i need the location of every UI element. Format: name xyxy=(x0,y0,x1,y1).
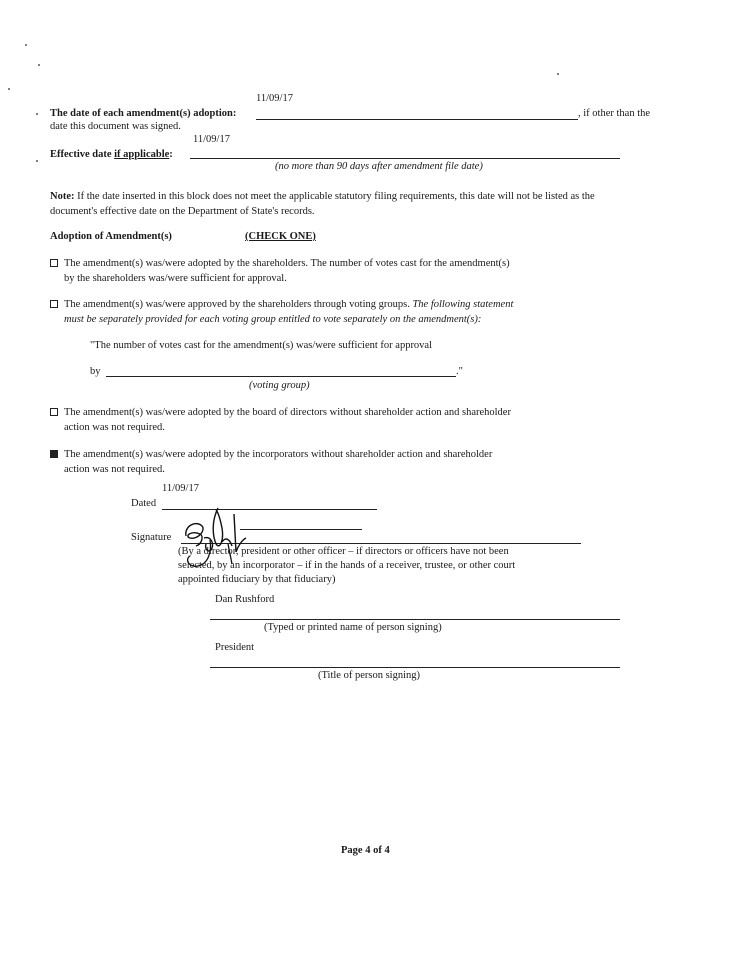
effective-date-note: (no more than 90 days after amendment file date) xyxy=(275,161,483,172)
signer-title-line xyxy=(210,667,620,668)
effective-date-value: 11/09/17 xyxy=(193,134,230,145)
check-one-label: (CHECK ONE) xyxy=(245,231,316,242)
adoption-date-suffix: , if other than the xyxy=(578,108,651,119)
scan-speck xyxy=(557,73,559,75)
note-text-2: document's effective date on the Department of State's records. xyxy=(50,206,315,217)
adoption-heading: Adoption of Amendment(s) xyxy=(50,231,172,242)
dated-value: 11/09/17 xyxy=(162,483,199,494)
option-voting-groups-text: The amendment(s) was/were approved by the shareholders through voting groups. The following statement must be separately provided for each voting group entitled to vote separately on the amendment(s): xyxy=(64,299,514,325)
signer-title-value: President xyxy=(215,642,255,653)
dated-label: Dated xyxy=(131,498,157,509)
page-number: Page 4 of 4 xyxy=(341,845,390,856)
effective-date-label: Effective date if applicable: xyxy=(50,149,173,160)
scan-speck xyxy=(36,113,38,115)
option-incorporators-checkbox[interactable] xyxy=(50,450,58,458)
option-incorporators-text: The amendment(s) was/were adopted by the incorporators without shareholder action and shareholder action was not required. xyxy=(64,449,493,475)
adoption-date-value: 11/09/17 xyxy=(256,93,293,104)
effective-date-line xyxy=(190,158,620,159)
signer-name-line xyxy=(210,619,620,620)
voting-group-quote: "The number of votes cast for the amendment(s) was/were sufficient for approval xyxy=(90,340,433,351)
voting-group-caption: (voting group) xyxy=(249,380,310,391)
scan-speck xyxy=(36,160,38,162)
voting-group-line xyxy=(106,376,456,377)
scan-speck xyxy=(8,88,10,90)
signer-title-caption: (Title of person signing) xyxy=(318,670,420,681)
scan-speck xyxy=(25,44,27,46)
option-board-text: The amendment(s) was/were adopted by the board of directors without shareholder action and shareholder action was not required. xyxy=(64,407,511,433)
signature-instructions: (By a director, president or other officer – if directors or officers have not been selected, by an incorporator – if in the hands of a receiver, trustee, or other court appointed fiduciary by that fiduciary) xyxy=(178,546,516,585)
option-board-checkbox[interactable] xyxy=(50,408,58,416)
signer-name-caption: (Typed or printed name of person signing) xyxy=(264,622,442,633)
voting-group-by: by xyxy=(90,366,101,377)
adoption-date-line xyxy=(256,119,578,120)
adoption-date-label: The date of each amendment(s) adoption: xyxy=(50,108,237,119)
adoption-date-continuation: date this document was signed. xyxy=(50,121,181,132)
option-voting-groups-checkbox[interactable] xyxy=(50,300,58,308)
option-shareholders-text: The amendment(s) was/were adopted by the shareholders. The number of votes cast for the amendment(s) by the shareholders was/were sufficient for approval. xyxy=(64,258,510,284)
signer-name-value: Dan Rushford xyxy=(215,594,275,605)
note-paragraph xyxy=(50,189,690,219)
scan-speck xyxy=(38,64,40,66)
note-text-1: If the date inserted in this block does not meet the applicable statutory filing requirements, this date will not be listed as the xyxy=(74,191,595,202)
note-label: Note: xyxy=(50,191,75,202)
option-shareholders-checkbox[interactable] xyxy=(50,259,58,267)
voting-group-end-quote: ." xyxy=(456,366,463,377)
signature-label: Signature xyxy=(131,532,172,543)
